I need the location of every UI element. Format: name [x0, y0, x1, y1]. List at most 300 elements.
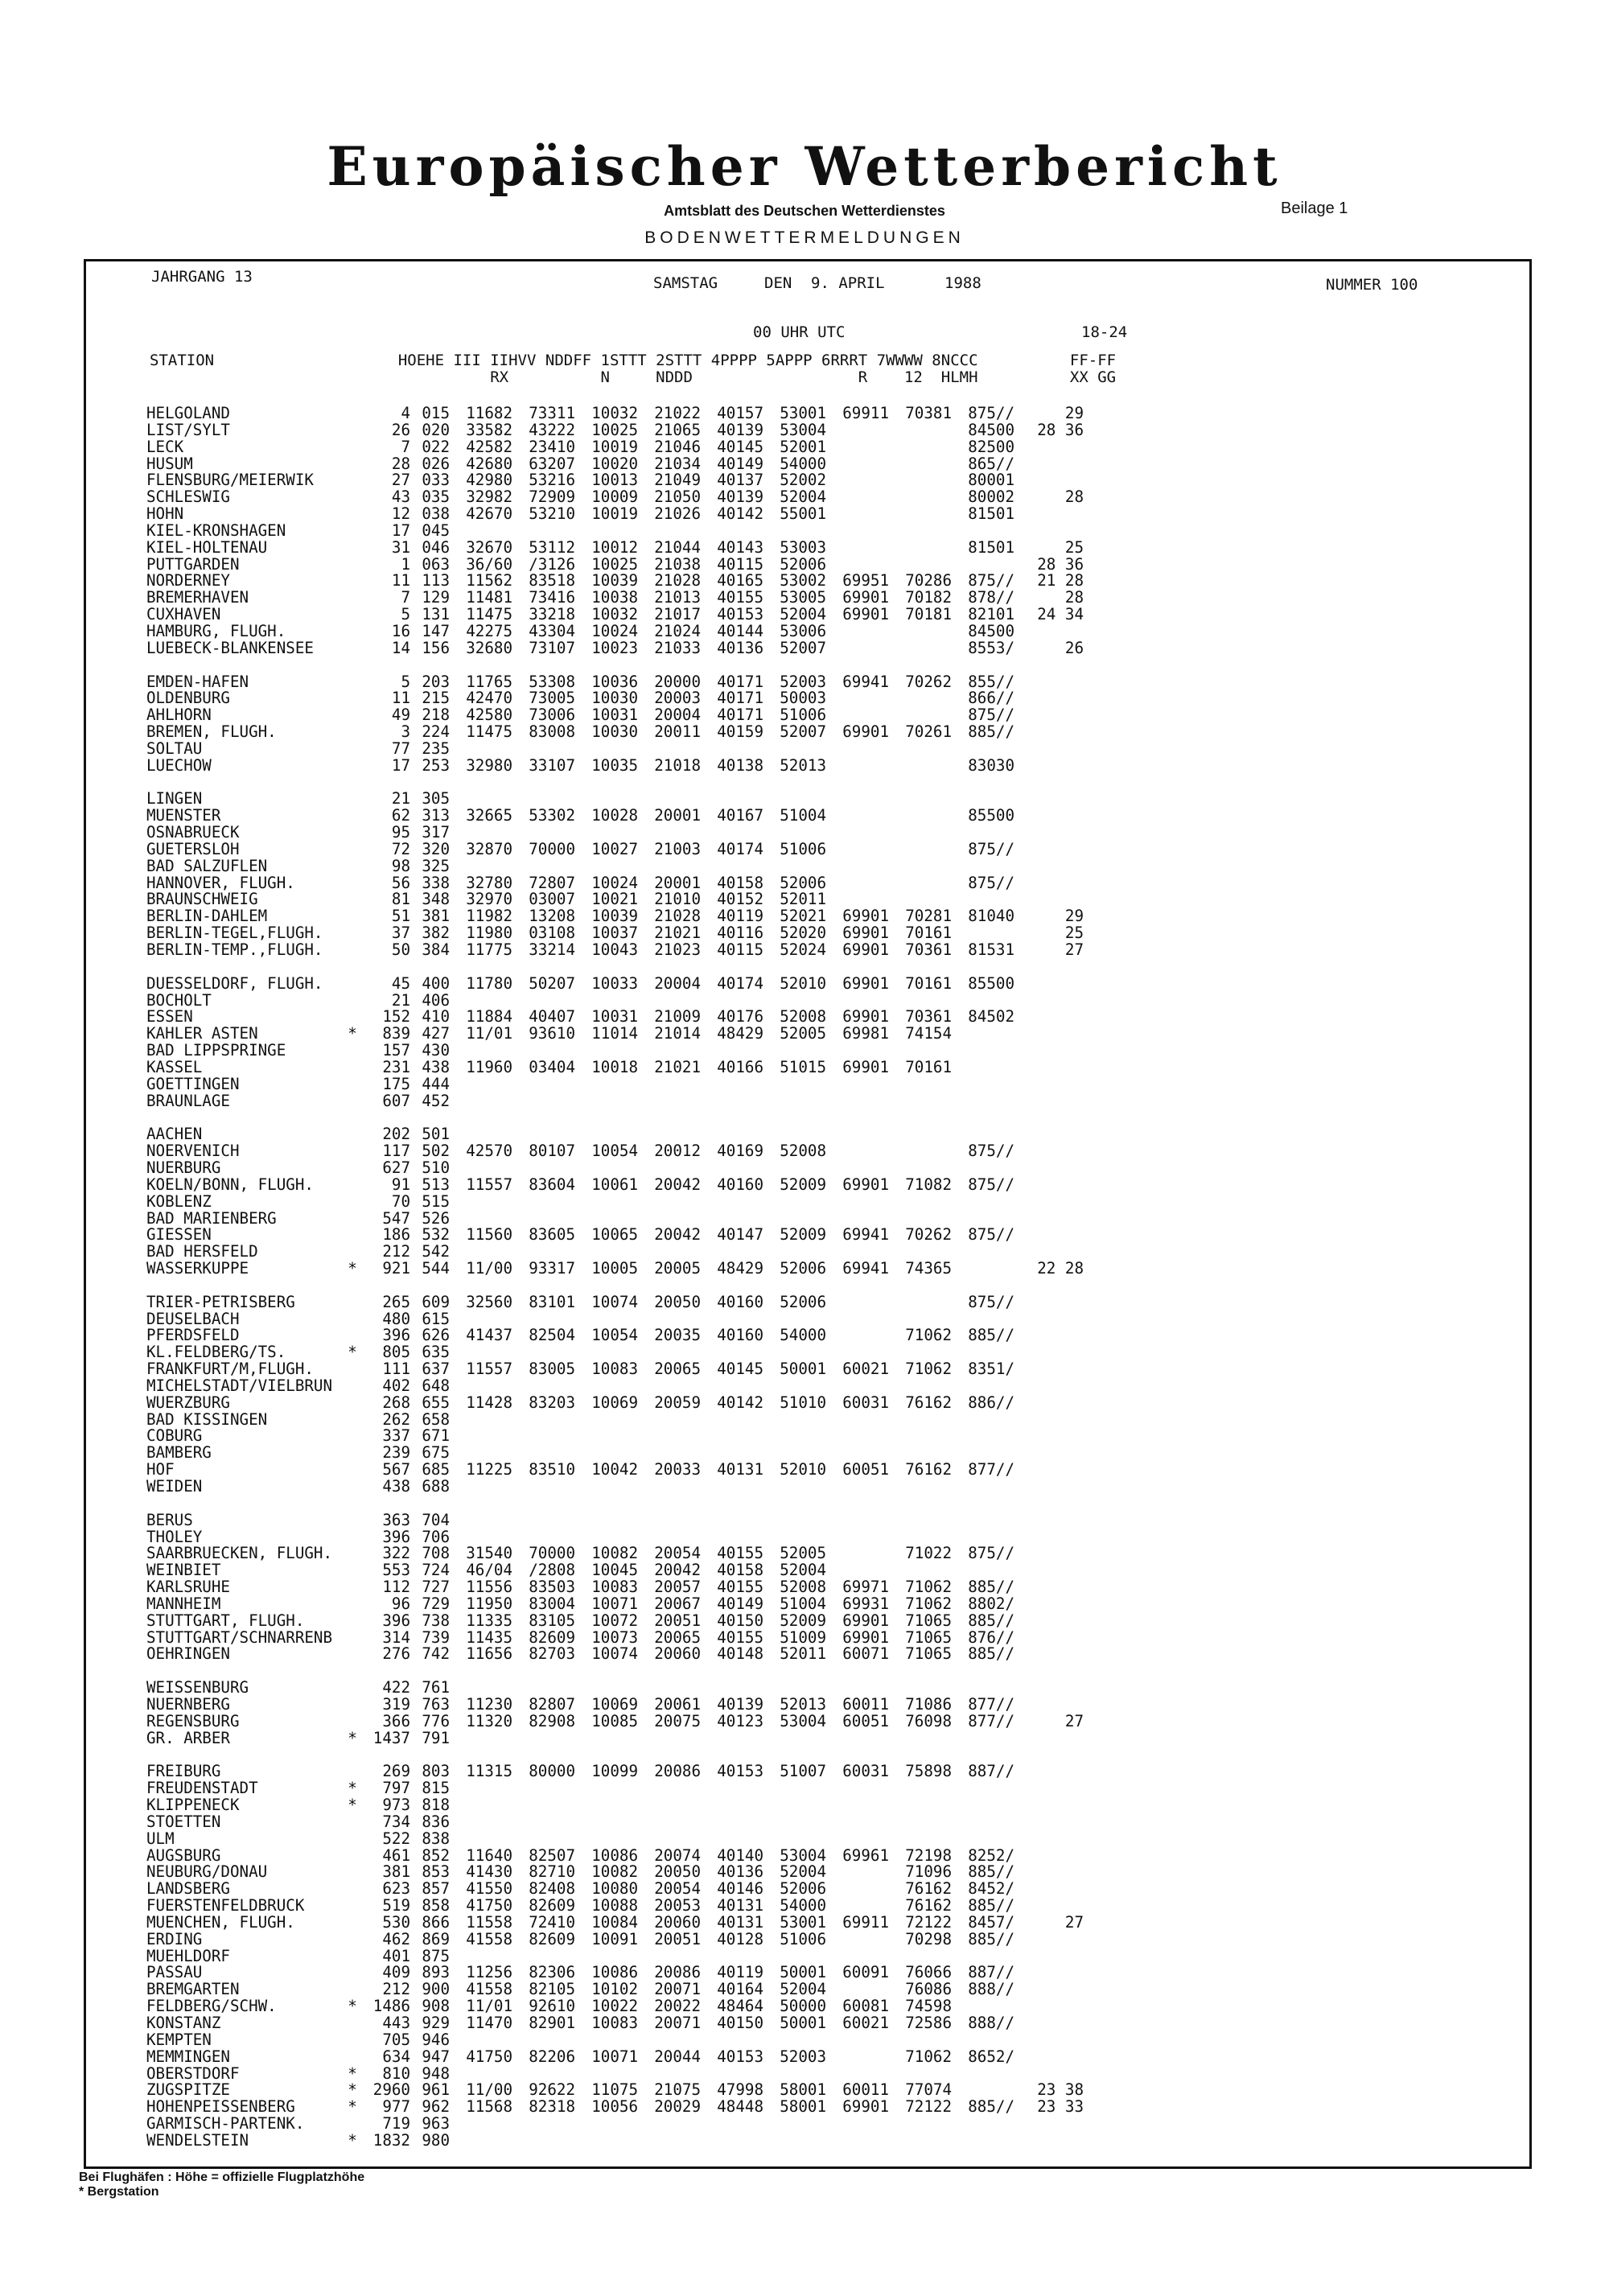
group-8nccc: 877// [968, 1711, 1014, 1730]
table-row [146, 1998, 1084, 2015]
group-iihvv [450, 1948, 512, 1965]
group-nddff [512, 858, 575, 875]
station-height: 56 [391, 873, 410, 892]
group-1sttt: 10054 [591, 1142, 638, 1161]
station-height: 31 [391, 537, 410, 557]
table-row [146, 1378, 1084, 1395]
mountain-marker [343, 1965, 362, 1981]
table-row [146, 1596, 1084, 1613]
station-name: MEMMINGEN [146, 2048, 230, 2066]
group-iihvv: 41558 [466, 1980, 512, 1999]
station-height: 422 [382, 1678, 410, 1697]
group-ff-gusts [1014, 456, 1084, 473]
group-2sttt: 21017 [654, 605, 701, 624]
group-1sttt [575, 1780, 638, 1797]
group-6rrrt [826, 1294, 889, 1311]
group-8nccc [952, 1261, 1014, 1278]
group-1sttt [575, 1797, 638, 1814]
group-iihvv [450, 1680, 512, 1697]
station-name: KEMPTEN [146, 2031, 212, 2049]
group-1sttt: 10024 [591, 873, 638, 892]
station-number: 655 [422, 1393, 450, 1412]
station-number: 038 [422, 504, 450, 524]
table-row [146, 1730, 1084, 1747]
table-row [146, 707, 1084, 724]
mountain-marker: * [348, 2064, 357, 2083]
group-4pppp [701, 825, 763, 841]
mountain-marker: * [348, 1779, 357, 1798]
group-7wwww: 76162 [905, 1393, 952, 1412]
group-6rrrt: 60021 [842, 1360, 889, 1379]
station-number: 671 [422, 1426, 450, 1446]
date-label: 9. APRIL [811, 274, 885, 292]
mountain-marker [343, 405, 362, 422]
group-4pppp: 40136 [717, 1862, 763, 1882]
group-5appp: 52009 [780, 1611, 826, 1630]
table-row [146, 1864, 1084, 1881]
group-nddff: 53302 [529, 806, 575, 825]
group-5appp: 53005 [780, 588, 826, 607]
group-7wwww [889, 2066, 952, 2083]
station-number: 637 [422, 1360, 450, 1379]
group-4pppp: 40166 [717, 1057, 763, 1076]
group-2sttt [638, 1680, 701, 1697]
group-ff-gusts [1014, 1211, 1084, 1228]
group-2sttt [638, 2116, 701, 2133]
group-2sttt [638, 1378, 701, 1395]
station-number: 635 [422, 1343, 450, 1362]
mountain-marker [343, 1445, 362, 1462]
station-height: 7 [401, 437, 410, 456]
group-4pppp: 40164 [717, 1980, 763, 1999]
group-8nccc [952, 1126, 1014, 1143]
group-7wwww: 70361 [905, 1007, 952, 1027]
group-7wwww [889, 1160, 952, 1177]
table-row [146, 554, 1084, 574]
group-7wwww [889, 758, 952, 775]
group-1sttt: 10039 [591, 571, 638, 590]
group-1sttt [575, 2116, 638, 2133]
group-2sttt [638, 1043, 701, 1060]
group-7wwww [889, 2032, 952, 2049]
group-7wwww [889, 1076, 952, 1093]
mountain-marker [343, 1714, 362, 1730]
mountain-marker: * [348, 1728, 357, 1747]
group-5appp: 53003 [780, 537, 826, 557]
table-row [146, 1711, 1084, 1730]
station-height: 5 [401, 672, 410, 691]
group-5appp [763, 1797, 826, 1814]
station-height: 239 [382, 1443, 410, 1463]
group-4pppp [701, 1126, 763, 1143]
group-5appp: 54000 [780, 1326, 826, 1345]
group-nddff: 82105 [529, 1980, 575, 1999]
group-iihvv: 11950 [466, 1594, 512, 1613]
group-ff-gusts [1014, 623, 1084, 640]
group-1sttt [575, 1093, 638, 1110]
group-6rrrt: 60011 [842, 1694, 889, 1714]
mountain-marker [343, 758, 362, 775]
group-5appp: 52008 [780, 1578, 826, 1597]
table-row [146, 1898, 1084, 1915]
group-4pppp: 40150 [717, 1611, 763, 1630]
group-ff-gusts: 25 [1064, 537, 1084, 557]
group-ff-gusts [1014, 1462, 1084, 1479]
station-height: 977 [382, 2097, 410, 2117]
group-4pppp: 40150 [717, 2014, 763, 2032]
group-1sttt [575, 1160, 638, 1177]
group-ff-gusts: 26 [1064, 638, 1084, 657]
station-number: 203 [422, 672, 450, 691]
group-5appp [763, 2133, 826, 2150]
group-5appp: 53006 [780, 621, 826, 640]
station-name: BERLIN-DAHLEM [146, 908, 268, 926]
station-height: 3 [401, 722, 410, 742]
mountain-marker [343, 891, 362, 908]
group-ff-gusts [1014, 1932, 1084, 1948]
group-ff-gusts [1014, 1378, 1084, 1395]
group-2sttt [638, 2133, 701, 2150]
station-number: 224 [422, 722, 450, 742]
group-nddff [512, 2133, 575, 2150]
group-6rrrt [826, 1562, 889, 1579]
group-6rrrt [826, 623, 889, 640]
group-1sttt [575, 1730, 638, 1747]
group-6rrrt: 60031 [842, 1762, 889, 1781]
station-name: BREMERHAVEN [146, 590, 249, 607]
mountain-marker [343, 858, 362, 875]
station-number: 675 [422, 1443, 450, 1463]
table-row [146, 405, 1084, 422]
group-7wwww [889, 1143, 952, 1160]
group-1sttt: 10073 [591, 1627, 638, 1647]
station-number: 320 [422, 839, 450, 858]
group-7wwww: 70181 [905, 605, 952, 624]
station-number: 015 [422, 404, 450, 422]
mountain-marker: * [348, 2097, 357, 2117]
station-number: 313 [422, 806, 450, 825]
station-height: 973 [382, 1796, 410, 1815]
group-ff-gusts [1014, 1545, 1084, 1562]
group-ff-gusts [1014, 1344, 1084, 1361]
table-row [146, 973, 1084, 993]
group-8nccc: 885// [968, 1862, 1014, 1882]
mountain-marker [343, 1630, 362, 1647]
station-number: 908 [422, 1997, 450, 2016]
station-number: 406 [422, 990, 450, 1010]
group-4pppp: 40155 [717, 588, 763, 607]
group-8nccc [952, 523, 1014, 540]
group-ff-gusts: 29 [1064, 907, 1084, 926]
group-iihvv [450, 1043, 512, 1060]
group-ff-gusts: 27 [1064, 1711, 1084, 1730]
table-row [146, 2032, 1084, 2049]
group-7wwww: 74365 [905, 1259, 952, 1278]
table-row [146, 640, 1084, 657]
station-number: 026 [422, 454, 450, 473]
group-iihvv: 42570 [466, 1142, 512, 1161]
station-height: 363 [382, 1510, 410, 1529]
group-8nccc: 84500 [968, 621, 1014, 640]
group-5appp: 55001 [780, 504, 826, 524]
group-6rrrt: 60021 [842, 2014, 889, 2032]
group-iihvv: 11556 [466, 1578, 512, 1597]
group-nddff: 93317 [529, 1259, 575, 1278]
group-6rrrt [826, 523, 889, 540]
station-name: BREMEN, FLUGH. [146, 724, 277, 741]
group-ff-gusts [1014, 1177, 1084, 1194]
group-6rrrt [826, 1512, 889, 1529]
group-2sttt [638, 1831, 701, 1848]
table-row [146, 1294, 1084, 1311]
group-7wwww: 72122 [905, 1912, 952, 1932]
mountain-marker [343, 640, 362, 657]
group-iihvv: 33582 [466, 420, 512, 439]
station-name: OEHRINGEN [146, 1646, 230, 1664]
group-2sttt: 20053 [654, 1896, 701, 1915]
group-2sttt: 21028 [654, 907, 701, 926]
group-8nccc: 875// [968, 873, 1014, 892]
group-8nccc [952, 1076, 1014, 1093]
group-ff-gusts [1014, 1529, 1084, 1546]
station-height: 567 [382, 1460, 410, 1479]
group-2sttt: 21046 [654, 437, 701, 456]
station-height: 21 [391, 990, 410, 1010]
station-number: 501 [422, 1125, 450, 1144]
group-2sttt: 20074 [654, 1845, 701, 1865]
station-height: 409 [382, 1963, 410, 1982]
table-spacer [146, 1747, 1084, 1764]
mountain-marker [343, 1126, 362, 1143]
group-7wwww: 70298 [905, 1929, 952, 1948]
group-8nccc: 875// [968, 1292, 1014, 1311]
group-4pppp [701, 1948, 763, 1965]
station-height: 112 [382, 1578, 410, 1597]
group-ff-gusts [1014, 1428, 1084, 1445]
mountain-marker [343, 1194, 362, 1211]
group-2sttt: 21050 [654, 488, 701, 507]
group-1sttt: 10065 [591, 1225, 638, 1245]
mountain-marker [343, 2049, 362, 2066]
group-ff-gusts [1014, 1395, 1084, 1412]
station-number: 742 [422, 1644, 450, 1664]
group-nddff [512, 2032, 575, 2049]
group-5appp [763, 1043, 826, 1060]
table-spacer [146, 775, 1084, 792]
group-6rrrt [826, 1344, 889, 1361]
station-name: WENDELSTEIN [146, 2132, 249, 2150]
group-5appp: 53004 [780, 1845, 826, 1865]
group-7wwww [889, 1814, 952, 1831]
group-6rrrt [826, 791, 889, 808]
group-1sttt [575, 1412, 638, 1429]
station-name: MUEHLDORF [146, 1948, 230, 1965]
group-nddff [512, 1412, 575, 1429]
group-7wwww [889, 1194, 952, 1211]
group-7wwww [889, 422, 952, 439]
group-nddff [512, 825, 575, 841]
table-row [146, 858, 1084, 875]
mountain-marker [343, 1529, 362, 1546]
group-4pppp: 40160 [717, 1292, 763, 1311]
group-4pppp: 40153 [717, 2047, 763, 2066]
group-5appp [763, 523, 826, 540]
mountain-marker [343, 573, 362, 590]
group-nddff: 03108 [529, 924, 575, 943]
group-iihvv: 32560 [466, 1292, 512, 1311]
group-iihvv: 11780 [466, 973, 512, 993]
group-nddff: 82908 [529, 1711, 575, 1730]
station-height: 70 [391, 1191, 410, 1211]
group-5appp: 52006 [780, 554, 826, 574]
group-nddff: 82807 [529, 1694, 575, 1714]
group-6rrrt: 69901 [842, 1627, 889, 1647]
station-height: 462 [382, 1929, 410, 1948]
group-5appp: 53001 [780, 404, 826, 422]
group-6rrrt: 69901 [842, 722, 889, 742]
group-7wwww [889, 741, 952, 758]
group-8nccc: 876// [968, 1627, 1014, 1647]
group-2sttt [638, 1311, 701, 1328]
group-8nccc: 885// [968, 1326, 1014, 1345]
station-name: KIEL-HOLTENAU [146, 539, 268, 557]
group-iihvv [450, 741, 512, 758]
group-1sttt [575, 1814, 638, 1831]
station-name: CUXHAVEN [146, 607, 221, 623]
group-8nccc [952, 825, 1014, 841]
group-5appp: 51006 [780, 839, 826, 858]
mountain-marker: * [348, 1259, 357, 1278]
group-8nccc: 80001 [968, 471, 1014, 490]
station-number: 946 [422, 2030, 450, 2049]
table-spacer [146, 959, 1084, 976]
station-height: 28 [391, 454, 410, 473]
group-2sttt [638, 1211, 701, 1228]
mountain-marker: * [348, 1343, 357, 1362]
group-ff-gusts [1014, 1126, 1084, 1143]
group-6rrrt [826, 1529, 889, 1546]
group-iihvv: 42980 [466, 471, 512, 490]
group-5appp: 50003 [780, 689, 826, 708]
station-number: 131 [422, 605, 450, 624]
group-5appp: 54000 [780, 1896, 826, 1915]
group-nddff [512, 1730, 575, 1747]
group-nddff [512, 1126, 575, 1143]
group-nddff: 83518 [529, 571, 575, 590]
group-5appp: 52003 [780, 2047, 826, 2066]
group-5appp: 51006 [780, 1929, 826, 1948]
group-iihvv: 42582 [466, 437, 512, 456]
group-5appp [763, 1680, 826, 1697]
group-iihvv [450, 1428, 512, 1445]
group-2sttt: 21065 [654, 420, 701, 439]
group-ff-gusts [1014, 1076, 1084, 1093]
group-5appp [763, 2032, 826, 2049]
group-4pppp: 40169 [717, 1142, 763, 1161]
station-number: 727 [422, 1578, 450, 1597]
group-1sttt: 10028 [591, 806, 638, 825]
table-row [146, 925, 1084, 942]
group-4pppp: 40155 [717, 1627, 763, 1647]
group-1sttt: 10083 [591, 1578, 638, 1597]
station-name: STUTTGART, FLUGH. [146, 1612, 305, 1630]
mountain-marker [343, 1915, 362, 1932]
group-nddff: 53308 [529, 672, 575, 691]
station-height: 11 [391, 571, 410, 590]
group-8nccc [952, 858, 1014, 875]
group-ff-gusts [1014, 791, 1084, 808]
group-2sttt: 20004 [654, 706, 701, 725]
group-2sttt [638, 1428, 701, 1445]
group-4pppp: 40174 [717, 839, 763, 858]
group-7wwww [889, 1043, 952, 1060]
station-name: OBERSTDORF [146, 2065, 240, 2083]
group-8nccc: 8553/ [968, 638, 1014, 657]
station-height: 276 [382, 1644, 410, 1664]
group-iihvv: 42470 [466, 689, 512, 708]
group-5appp: 58001 [780, 2097, 826, 2117]
table-row [146, 1831, 1084, 1848]
group-ff-gusts [1014, 1814, 1084, 1831]
table-row [146, 1208, 1084, 1228]
station-height: 2960 [372, 2080, 410, 2100]
group-ff-gusts [1014, 1311, 1084, 1328]
group-4pppp: 40165 [717, 571, 763, 590]
group-iihvv: 11884 [466, 1007, 512, 1027]
group-4pppp [701, 2116, 763, 2133]
station-name: AHLHORN [146, 707, 212, 725]
table-row [146, 607, 1084, 623]
group-4pppp [701, 1244, 763, 1261]
group-5appp: 51006 [780, 706, 826, 725]
station-number: 929 [422, 2014, 450, 2032]
group-nddff [512, 2066, 575, 2083]
group-1sttt [575, 1211, 638, 1228]
mountain-marker [343, 1244, 362, 1261]
group-8nccc [952, 1780, 1014, 1797]
group-8nccc: 885// [968, 2097, 1014, 2117]
mountain-marker [343, 2116, 362, 2133]
group-7wwww [889, 472, 952, 489]
station-height: 623 [382, 1879, 410, 1899]
group-5appp [763, 1311, 826, 1328]
group-1sttt [575, 1479, 638, 1496]
group-nddff: 50207 [529, 973, 575, 993]
group-6rrrt [826, 489, 889, 506]
group-ff-gusts [1014, 1227, 1084, 1244]
group-4pppp: 40128 [717, 1929, 763, 1948]
group-8nccc: 866// [968, 689, 1014, 708]
group-8nccc [952, 1680, 1014, 1697]
station-height: 51 [391, 907, 410, 926]
group-4pppp [701, 1378, 763, 1395]
group-1sttt: 10032 [591, 404, 638, 422]
station-name: LANDSBERG [146, 1881, 230, 1899]
group-8nccc: 81040 [968, 907, 1014, 926]
group-4pppp: 40139 [717, 1694, 763, 1714]
section-title: BODENWETTERMELDUNGEN [644, 228, 965, 247]
station-name: HOF [146, 1462, 175, 1479]
group-5appp: 52004 [780, 488, 826, 507]
group-2sttt: 21028 [654, 571, 701, 590]
group-4pppp: 40171 [717, 689, 763, 708]
group-iihvv: 11557 [466, 1360, 512, 1379]
group-7wwww: 70182 [905, 588, 952, 607]
group-6rrrt [826, 808, 889, 825]
group-nddff: 92622 [529, 2080, 575, 2100]
group-7wwww [889, 1529, 952, 1546]
mountain-marker [343, 791, 362, 808]
